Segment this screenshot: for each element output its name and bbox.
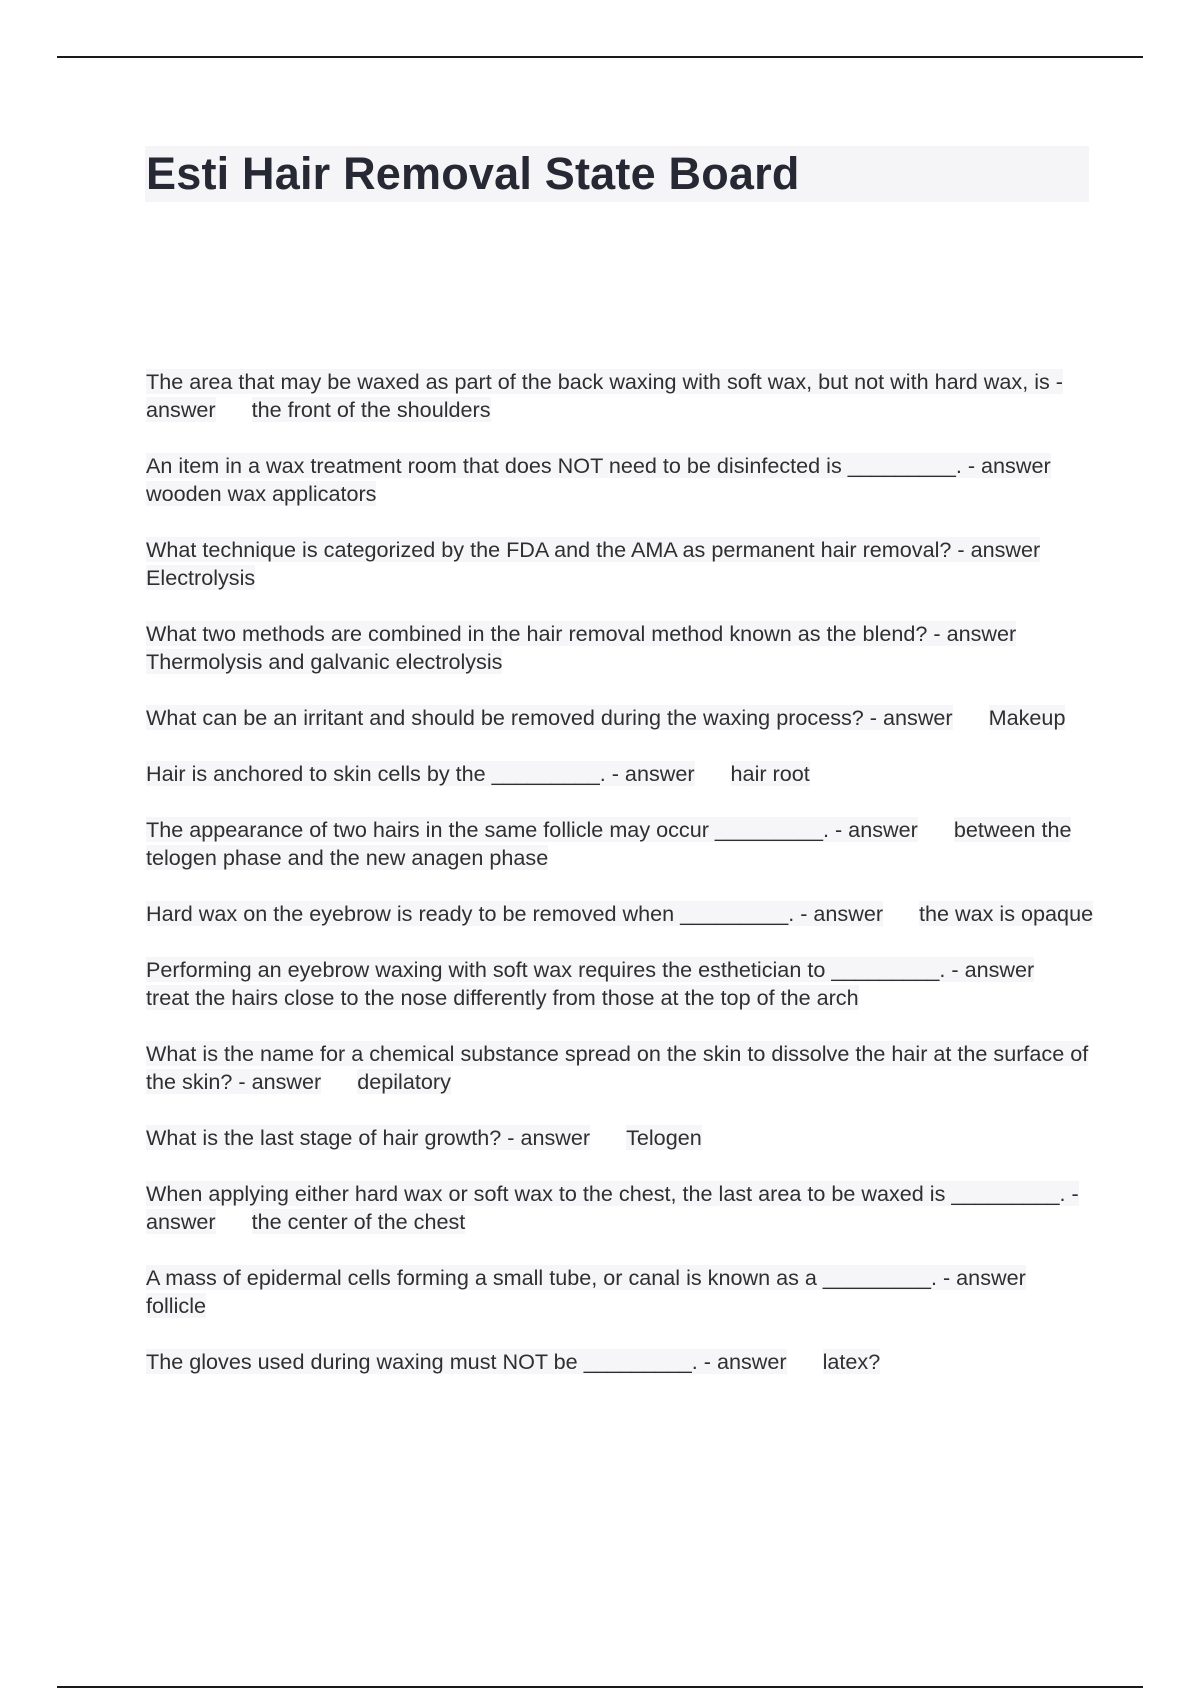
qa-item [146,452,1096,508]
qa-item [146,704,1096,732]
qa-item [146,1264,1096,1320]
bottom-rule [57,1686,1143,1688]
question-text: What two methods are combined in the hair removal method known as the blend? - answer [146,621,1017,646]
question-text: When applying either hard wax or soft wax to the chest, the last area to be waxed is _________. - answer [146,1181,1079,1234]
qa-item [146,816,1096,872]
question-text: What is the last stage of hair growth? - answer [146,1125,591,1150]
answer-text: the front of the shoulders [251,397,491,422]
top-rule [57,56,1143,58]
qa-item [146,1180,1096,1236]
qa-item [146,620,1096,676]
answer-text: treat the hairs close to the nose differently from those at the top of the arch [146,985,859,1010]
answer-text: Makeup [988,705,1066,730]
answer-text: the wax is opaque [919,901,1094,926]
question-text: Hard wax on the eyebrow is ready to be removed when _________. - answer [146,901,884,926]
answer-text: depilatory [357,1069,451,1094]
answer-text: Telogen [626,1125,702,1150]
qa-item [146,1040,1096,1096]
question-text: A mass of epidermal cells forming a small tube, or canal is known as a _________. - answer [146,1265,1026,1290]
question-text: Hair is anchored to skin cells by the _________. - answer [146,761,695,786]
qa-item [146,368,1096,424]
qa-item [146,900,1096,928]
qa-item [146,760,1096,788]
question-text: An item in a wax treatment room that does NOT need to be disinfected is _________. - answer [146,453,1051,478]
question-text: The gloves used during waxing must NOT be _________. - answer [146,1349,787,1374]
question-text: What technique is categorized by the FDA and the AMA as permanent hair removal? - answer [146,537,1041,562]
answer-text: hair root [730,761,810,786]
question-text: What is the name for a chemical substance spread on the skin to dissolve the hair at the surface of the skin? - answer [146,1041,1089,1094]
question-text: The appearance of two hairs in the same follicle may occur _________. - answer [146,817,918,842]
document-title: Esti Hair Removal State Board [146,148,800,199]
answer-text: the center of the chest [251,1209,466,1234]
question-text: The area that may be waxed as part of the back waxing with soft wax, but not with hard wax, is - answer [146,369,1063,422]
answer-text: between the telogen phase and the new anagen phase [146,817,1072,870]
qa-item [146,1348,1096,1376]
answer-text: Electrolysis [146,565,256,590]
answer-text: Thermolysis and galvanic electrolysis [146,649,503,674]
question-text: What can be an irritant and should be removed during the waxing process? - answer [146,705,953,730]
answer-text: follicle [146,1293,207,1318]
qa-item [146,1124,1096,1152]
question-text: Performing an eyebrow waxing with soft wax requires the esthetician to _________. - answer [146,957,1035,982]
answer-text: latex? [822,1349,881,1374]
answer-text: wooden wax applicators [146,481,377,506]
qa-item [146,536,1096,592]
qa-item [146,956,1096,1012]
question-list [146,368,1096,1404]
